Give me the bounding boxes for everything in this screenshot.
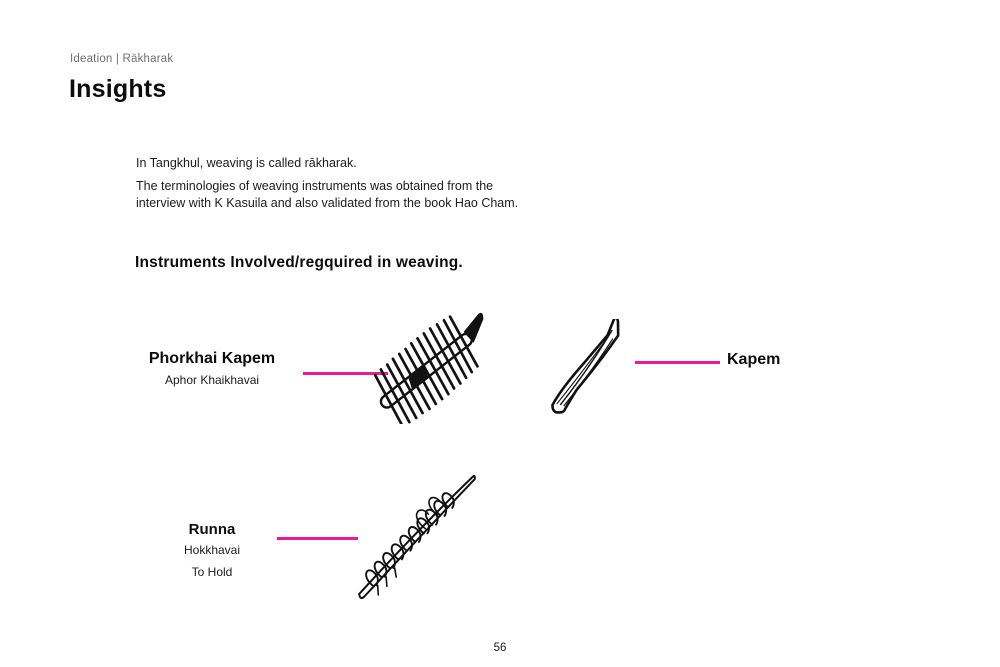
intro-paragraph	[136, 178, 518, 211]
instrument-subtitle: Hokkhavai	[183, 543, 241, 557]
instrument-name: Phorkhai Kapem	[148, 350, 276, 367]
page-title: Insights	[69, 75, 167, 103]
breadcrumb: Ideation | Rākharak	[70, 53, 174, 65]
weaving-sword-illustration	[527, 319, 655, 421]
instrument-name: Kapem	[727, 351, 781, 368]
instrument-subtitle: Aphor Khaikhavai	[164, 373, 260, 387]
intro-sentence: In Tangkhul, weaving is called rākharak.	[136, 156, 357, 170]
intro-paragraph-line1: The terminologies of weaving instruments was obtained from the	[136, 179, 494, 193]
instrument-label-runna	[152, 521, 272, 579]
page-number: 56	[493, 642, 507, 654]
comb-beater-illustration	[360, 306, 510, 424]
section-subheading: Instruments Involved/regquired in weaving.	[135, 254, 463, 271]
instrument-description: To Hold	[191, 565, 233, 579]
instrument-name: Runna	[188, 521, 236, 538]
connector-line	[635, 361, 720, 364]
instrument-label-phorkhai-kapem	[132, 350, 292, 387]
instrument-label-kapem	[727, 351, 780, 369]
intro-paragraph-line2: interview with K Kasuila and also validated from the book Hao Cham.	[136, 195, 519, 210]
looped-stick-illustration	[329, 468, 509, 606]
